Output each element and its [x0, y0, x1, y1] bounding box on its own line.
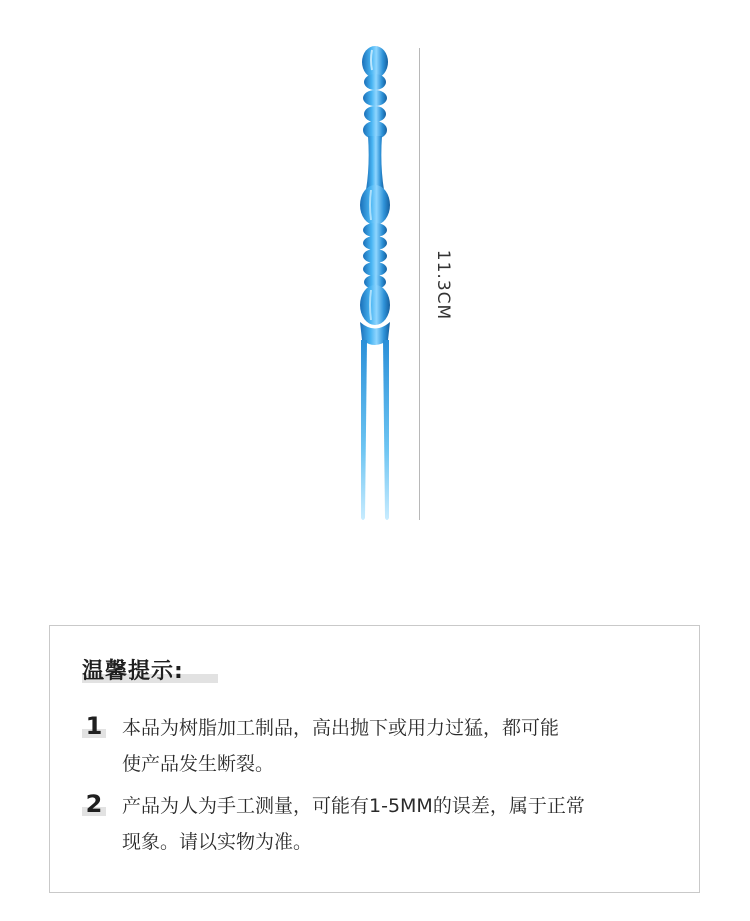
item-number-wrap	[82, 710, 110, 742]
item-text-line: 产品为人为手工测量，可能有1-5MM的误差，属于正常	[122, 795, 585, 817]
dimension-line	[419, 48, 420, 520]
notice-title: 温馨提示:	[82, 659, 184, 684]
item-number: 2	[85, 790, 103, 818]
item-number-wrap	[82, 788, 110, 820]
item-text-line: 使产品发生断裂。	[122, 753, 275, 775]
item-text	[122, 710, 670, 782]
item-number: 1	[85, 712, 103, 740]
fork-image	[330, 40, 420, 530]
notice-title-wrap	[82, 654, 184, 685]
dimension-label: 11.3CM	[433, 249, 453, 321]
notice-box	[49, 625, 700, 893]
item-text-line: 现象。请以实物为准。	[122, 831, 313, 853]
item-text	[122, 788, 670, 860]
item-text-line: 本品为树脂加工制品，高出抛下或用力过猛，都可能	[122, 717, 560, 739]
